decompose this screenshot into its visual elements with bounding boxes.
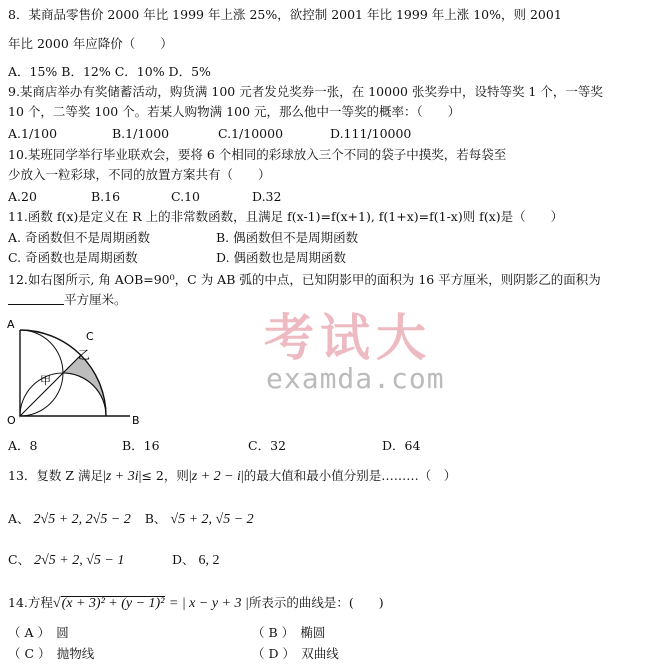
- q13-option-b-expr: √5 + 2, √5 − 2: [170, 512, 254, 527]
- answer-blank: [8, 292, 64, 305]
- fig-label-jia: 甲: [40, 374, 51, 387]
- q14-stem: 14.方程√(x + 3)² + (y − 1)² = | x − y + 3 |所表示的曲线是：( ): [8, 595, 384, 611]
- watermark-cn: 考试大: [264, 309, 432, 367]
- watermark-en: examda.com: [266, 362, 445, 395]
- q13-option-c-label: C、: [8, 552, 31, 567]
- q13-option-d: [172, 552, 220, 569]
- q9-option-c: C.1/10000: [218, 126, 284, 141]
- q8-line1: 8．某商品零售价 2000 年比 1999 年上涨 25%，欲控制 2001 年比 1999 年上涨 10%，则 2001: [8, 7, 562, 22]
- q12-option-a: A．8: [8, 438, 38, 453]
- q10-option-a: A.20: [8, 189, 37, 204]
- q10-option-b: B.16: [91, 189, 121, 204]
- fig-label-o: O: [7, 414, 16, 427]
- q9-line2: 10 个，二等奖 100 个。若某人购物满 100 元，那么他中一等奖的概率：（ ）: [8, 104, 461, 119]
- q12-option-b: B．16: [122, 438, 160, 453]
- q13-option-c-expr: 2√5 + 2, √5 − 1: [34, 553, 125, 568]
- q11-option-a: A. 奇函数但不是周期函数: [8, 230, 150, 245]
- q10-line2: 少放入一粒彩球，不同的放置方案共有（ ）: [8, 167, 271, 182]
- q14-sqrt-expr: (x + 3)² + (y − 1)²: [61, 596, 165, 611]
- q9-option-b: B.1/1000: [112, 126, 170, 141]
- fig-label-a: A: [7, 318, 15, 331]
- fig-label-b: B: [132, 414, 140, 427]
- q13-stem: 13．复数 Z 满足|z + 3i|≤ 2，则|z + 2 − i|的最大值和最小值分别是………（ ）: [8, 468, 457, 484]
- watermark: [238, 298, 478, 408]
- q12-option-d: D．64: [382, 438, 421, 453]
- fig-label-yi: 乙: [78, 348, 91, 362]
- fig-label-c: C: [86, 330, 94, 343]
- q12-option-c: C．32: [248, 438, 286, 453]
- q12-figure: [6, 316, 156, 428]
- q14-option-b: （ B ） 椭圆: [252, 625, 326, 640]
- q13-option-b-label: B、: [144, 511, 167, 526]
- q12-line2: [8, 292, 127, 308]
- q11-option-c: C. 奇函数也是周期函数: [8, 250, 138, 265]
- q13-cond-abs: z + 3i: [105, 469, 139, 484]
- q14-suffix: 所表示的曲线是：( ): [248, 595, 384, 610]
- q13-suffix: 的最大值和最小值分别是………（ ）: [243, 468, 457, 483]
- q13-option-d-expr: 6, 2: [198, 553, 220, 568]
- q10-option-d: D.32: [252, 189, 282, 204]
- q14-eq-abs: = | x − y + 3 |: [168, 596, 249, 611]
- q13-expr-abs: z + 2 − i: [191, 469, 241, 484]
- q14-prefix: 14.方程: [8, 595, 53, 610]
- q13-option-a-expr: 2√5 + 2, 2√5 − 2: [33, 512, 131, 527]
- q9-line1: 9.某商店举办有奖储蓄活动，购货满 100 元者发兑奖券一张，在 10000 张奖券中，设特等奖 1 个，一等奖: [8, 84, 603, 99]
- q13-prefix: 13．复数 Z 满足: [8, 468, 104, 483]
- q8-options: A．15% B．12% C．10% D．5%: [8, 64, 211, 79]
- q13-option-a-label: A、: [8, 511, 30, 526]
- q9-option-a: A.1/100: [8, 126, 58, 141]
- q11-option-d: D. 偶函数也是周期函数: [216, 250, 347, 265]
- q12-line1: 12.如右图所示, 角 AOB=90⁰，C 为 AB 弧的中点，已知阴影甲的面积为 16 平方厘米，则阴影乙的面积为: [8, 272, 601, 287]
- q8-line2: 年比 2000 年应降价（ ）: [8, 36, 173, 51]
- q10-line1: 10.某班同学举行毕业联欢会，要将 6 个相同的彩球放入三个不同的袋子中摸奖，若每袋至: [8, 147, 507, 162]
- q12-line2-suffix: 平方厘米。: [64, 292, 127, 307]
- q14-option-a: （ A ） 圆: [8, 625, 69, 640]
- q13-cond-tail: ≤ 2，则: [141, 468, 189, 483]
- q14-option-d: （ D ） 双曲线: [252, 646, 339, 661]
- q13-options-row1: [8, 511, 254, 528]
- q13-option-d-label: D、: [172, 552, 195, 567]
- q11-line1: 11.函数 f(x)是定义在 R 上的非常数函数，且满足 f(x-1)=f(x+1), f(1+x)=f(1-x)则 f(x)是（ ）: [8, 209, 564, 224]
- q13-options-row2: [8, 552, 124, 569]
- q11-option-b: B. 偶函数但不是周期函数: [216, 230, 359, 245]
- q14-option-c: （ C ） 抛物线: [8, 646, 95, 661]
- q10-option-c: C.10: [171, 189, 200, 204]
- q9-option-d: D.111/10000: [330, 126, 412, 141]
